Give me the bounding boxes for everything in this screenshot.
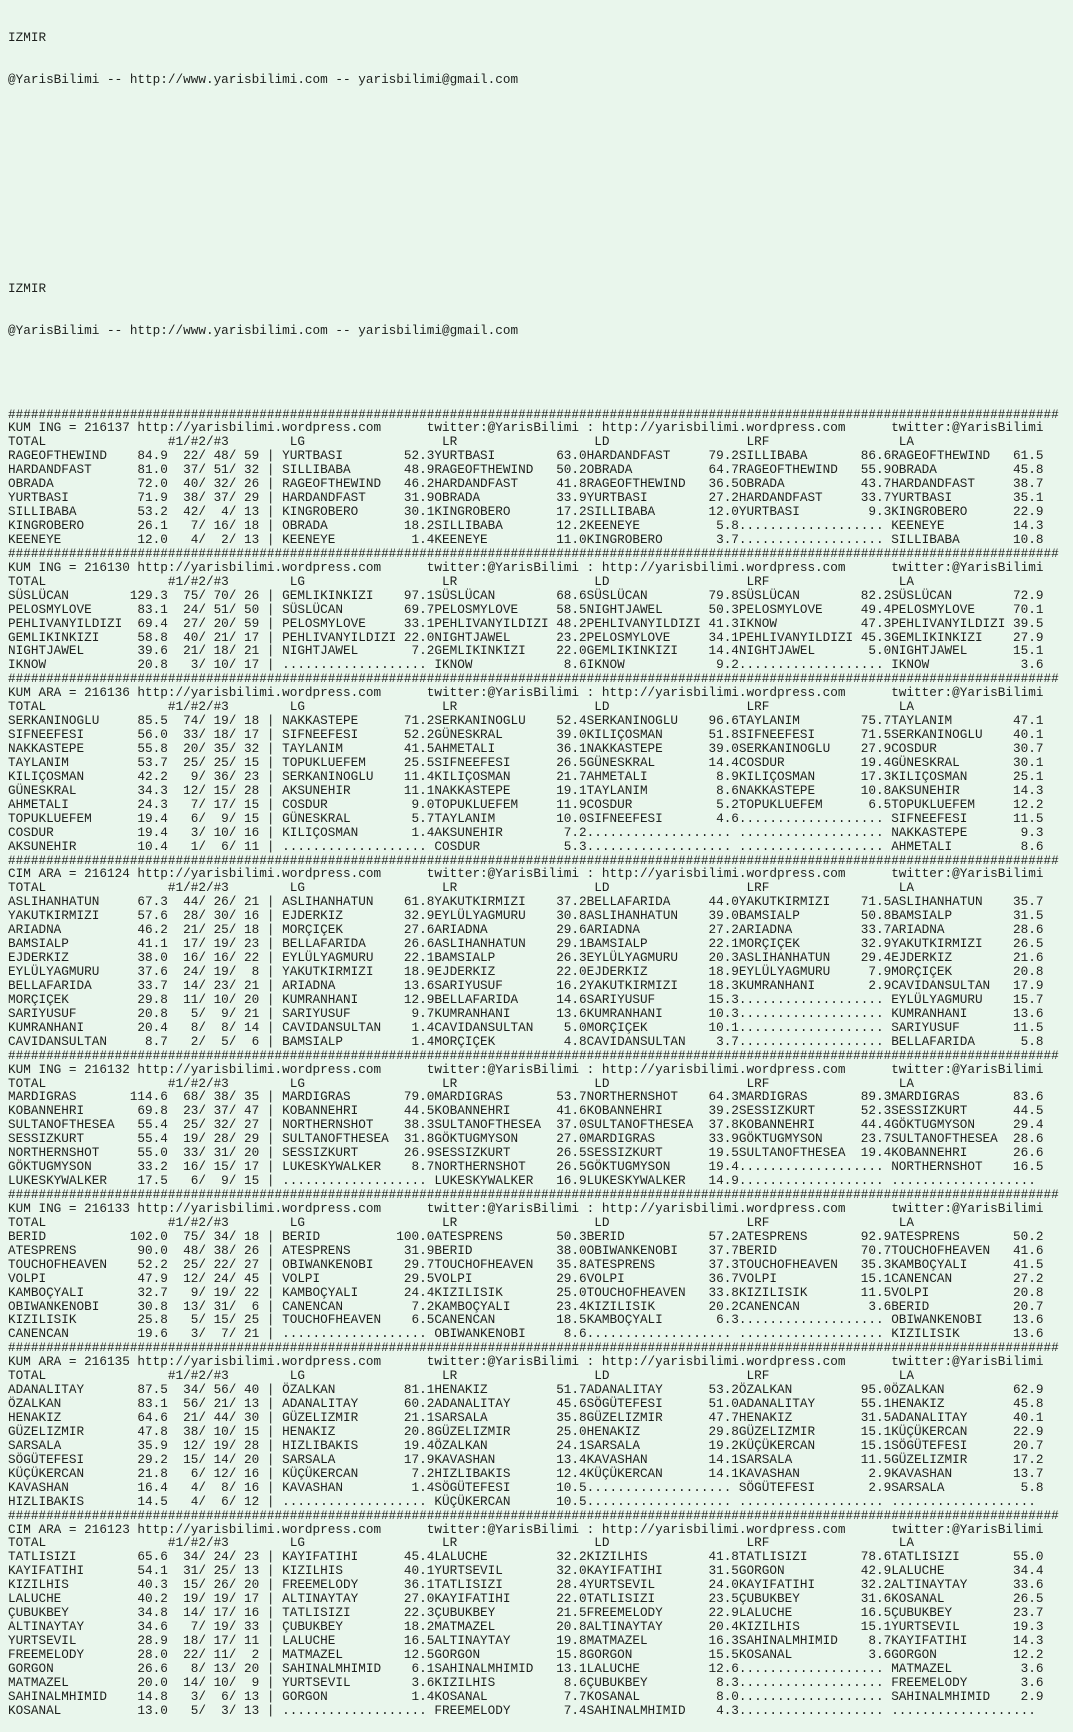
table-row: OBRADA 72.0 40/ 32/ 26 | RAGEOFTHEWIND 46.2HARDANDFAST 41.8RAGEOFTHEWIND 36.5OBRADA 43.7HARDANDFAST 38.7 bbox=[8, 476, 1044, 492]
spacer-line bbox=[8, 115, 1073, 129]
section-header: KUM ING = 216133 http://yarisbilimi.wordpress.com twitter:@YarisBilimi : http://yarisbilimi.wordpress.com twitter:@YarisBilimi bbox=[8, 1200, 1044, 1216]
table-row: SIFNEEFESI 56.0 33/ 18/ 17 | SIFNEEFESI 52.2GÜNESKRAL 39.0KILIÇOSMAN 51.8SIFNEEFESI 71.5SERKANINOGLU 40.1 bbox=[8, 727, 1044, 743]
table-row: PELOSMYLOVE 83.1 24/ 51/ 50 | SÜSLÜCAN 69.7PELOSMYLOVE 58.5NIGHTJAWEL 50.3PELOSMYLOVE 49.4PELOSMYLOVE 70.1 bbox=[8, 601, 1044, 617]
city-title-repeat: IZMIR bbox=[8, 280, 47, 296]
sections-container bbox=[8, 408, 1073, 1718]
table-row: ADANALITAY 87.5 34/ 56/ 40 | ÖZALKAN 81.1HENAKIZ 51.7ADANALITAY 53.2ÖZALKAN 95.0ÖZALKAN 62.9 bbox=[8, 1382, 1044, 1398]
table-row: SESSIZKURT 55.4 19/ 28/ 29 | SULTANOFTHESEA 31.8GÖKTUGMYSON 27.0MARDIGRAS 33.9GÖKTUGMYSON 23.7SULTANOFTHESEA 28.6 bbox=[8, 1131, 1044, 1147]
table-row: VOLPI 47.9 12/ 24/ 45 | VOLPI 29.5VOLPI 29.6VOLPI 36.7VOLPI 15.1CANENCAN 27.2 bbox=[8, 1270, 1044, 1286]
table-row: NIGHTJAWEL 39.6 21/ 18/ 21 | NIGHTJAWEL 7.2GEMLIKINKIZI 22.0GEMLIKINKIZI 14.4NIGHTJAWEL 5.0NIGHTJAWEL 15.1 bbox=[8, 643, 1044, 659]
table-row: AHMETALI 24.3 7/ 17/ 15 | COSDUR 9.0TOPUKLUEFEM 11.9COSDUR 5.2TOPUKLUEFEM 6.5TOPUKLUEFEM 12.2 bbox=[8, 796, 1044, 812]
table-row: BAMSIALP 41.1 17/ 19/ 23 | BELLAFARIDA 26.6ASLIHANHATUN 29.1BAMSIALP 22.1MORÇIÇEK 32.9YAKUTKIRMIZI 26.5 bbox=[8, 936, 1044, 952]
table-row: IKNOW 20.8 3/ 10/ 17 | ................... IKNOW 8.6IKNOW 9.2................... IKNOW 3.6 bbox=[8, 657, 1044, 673]
table-row: BELLAFARIDA 33.7 14/ 23/ 21 | ARIADNA 13.6SARIYUSUF 16.2YAKUTKIRMIZI 18.3KUMRANHANI 2.9CAVIDANSULTAN 17.9 bbox=[8, 977, 1044, 993]
table-row: SERKANINOGLU 85.5 74/ 19/ 18 | NAKKASTEPE 71.2SERKANINOGLU 52.4SERKANINOGLU 96.6TAYLANIM 75.7TAYLANIM 47.1 bbox=[8, 713, 1044, 729]
hash-divider: ########################################################################################################################################## bbox=[8, 852, 1059, 868]
table-row: KIZILHIS 40.3 15/ 26/ 20 | FREEMELODY 36.1TATLISIZI 28.4YURTSEVIL 24.0KAYIFATIHI 32.2ALTINAYTAY 33.6 bbox=[8, 1577, 1044, 1593]
column-header-row: TOTAL #1/#2/#3 LG LR LD LRF LA bbox=[8, 1368, 915, 1384]
contact-line: @YarisBilimi -- http://www.yarisbilimi.com -- yarisbilimi@gmail.com bbox=[8, 71, 519, 87]
table-row: KIZILISIK 25.8 5/ 15/ 25 | TOUCHOFHEAVEN 6.5CANENCAN 18.5KAMBOÇYALI 6.3................... OBIWANKENOBI 13.6 bbox=[8, 1312, 1044, 1328]
section-header: KUM ING = 216130 http://yarisbilimi.wordpress.com twitter:@YarisBilimi : http://yarisbilimi.wordpress.com twitter:@YarisBilimi bbox=[8, 559, 1044, 575]
table-row: TOPUKLUEFEM 19.4 6/ 9/ 15 | GÜNESKRAL 5.7TAYLANIM 10.0SIFNEEFESI 4.6................... SIFNEEFESI 11.5 bbox=[8, 810, 1044, 826]
table-row: KAMBOÇYALI 32.7 9/ 19/ 22 | KAMBOÇYALI 24.4KIZILISIK 25.0TOUCHOFHEAVEN 33.8KIZILISIK 11.5VOLPI 20.8 bbox=[8, 1284, 1044, 1300]
table-row: COSDUR 19.4 3/ 10/ 16 | KILIÇOSMAN 1.4AKSUNEHIR 7.2................... ................... NAKKASTEPE 9.3 bbox=[8, 824, 1044, 840]
table-row: LUKESKYWALKER 17.5 6/ 9/ 15 | ................... LUKESKYWALKER 16.9LUKESKYWALKER 14.9................... ................... bbox=[8, 1173, 1044, 1189]
table-row: GORGON 26.6 8/ 13/ 20 | SAHINALMHIMID 6.1SAHINALMHIMID 13.1LALUCHE 12.6................... MATMAZEL 3.6 bbox=[8, 1660, 1044, 1676]
table-row: SAHINALMHIMID 14.8 3/ 6/ 13 | GORGON 1.4KOSANAL 7.7KOSANAL 8.0................... SAHINALMHIMID 2.9 bbox=[8, 1688, 1044, 1704]
hash-divider: ########################################################################################################################################## bbox=[8, 406, 1059, 422]
column-header-row: TOTAL #1/#2/#3 LG LR LD LRF LA bbox=[8, 699, 915, 715]
table-row: SÖGÜTEFESI 29.2 15/ 14/ 20 | SARSALA 17.9KAVASHAN 13.4KAVASHAN 14.1SARSALA 11.5GÜZELIZMIR 17.2 bbox=[8, 1451, 1044, 1467]
table-row: EYLÜLYAGMURU 37.6 24/ 19/ 8 | YAKUTKIRMIZI 18.9EJDERKIZ 22.0EJDERKIZ 18.9EYLÜLYAGMURU 7.9MORÇIÇEK 20.8 bbox=[8, 964, 1044, 979]
table-row: EJDERKIZ 38.0 16/ 16/ 22 | EYLÜLYAGMURU 22.1BAMSIALP 26.3EYLÜLYAGMURU 20.3ASLIHANHATUN 29.4EJDERKIZ 21.6 bbox=[8, 950, 1044, 966]
table-row: FREEMELODY 28.0 22/ 11/ 2 | MATMAZEL 12.5GORGON 15.8GORGON 15.5KOSANAL 3.6GORGON 12.2 bbox=[8, 1646, 1044, 1662]
table-row: BERID 102.0 75/ 34/ 18 | BERID 100.0ATESPRENS 50.3BERID 57.2ATESPRENS 92.9ATESPRENS 50.2 bbox=[8, 1228, 1044, 1244]
table-row: KAYIFATIHI 54.1 31/ 25/ 13 | KIZILHIS 40.1YURTSEVIL 32.0KAYIFATIHI 31.5GORGON 42.9LALUCHE 34.4 bbox=[8, 1563, 1044, 1579]
table-row: GÜNESKRAL 34.3 12/ 15/ 28 | AKSUNEHIR 11.1NAKKASTEPE 19.1TAYLANIM 8.6NAKKASTEPE 10.8AKSUNEHIR 14.3 bbox=[8, 782, 1044, 798]
table-row: KUMRANHANI 20.4 8/ 8/ 14 | CAVIDANSULTAN 1.4CAVIDANSULTAN 5.0MORÇIÇEK 10.1................... SARIYUSUF 11.5 bbox=[8, 1019, 1044, 1035]
hash-divider: ########################################################################################################################################## bbox=[8, 1340, 1059, 1356]
table-row: KOBANNEHRI 69.8 23/ 37/ 47 | KOBANNEHRI 44.5KOBANNEHRI 41.6KOBANNEHRI 39.2SESSIZKURT 52.3SESSIZKURT 44.5 bbox=[8, 1103, 1044, 1119]
table-row: KILIÇOSMAN 42.2 9/ 36/ 23 | SERKANINOGLU 11.4KILIÇOSMAN 21.7AHMETALI 8.9KILIÇOSMAN 17.3KILIÇOSMAN 25.1 bbox=[8, 768, 1044, 784]
column-header-row: TOTAL #1/#2/#3 LG LR LD LRF LA bbox=[8, 1075, 915, 1091]
column-header-row: TOTAL #1/#2/#3 LG LR LD LRF LA bbox=[8, 880, 915, 896]
table-row: TATLISIZI 65.6 34/ 24/ 23 | KAYIFATIHI 45.4LALUCHE 32.2KIZILHIS 41.8TATLISIZI 78.6TATLISIZI 55.0 bbox=[8, 1549, 1044, 1565]
section-header: KUM ARA = 216135 http://yarisbilimi.wordpress.com twitter:@YarisBilimi : http://yarisbilimi.wordpress.com twitter:@YarisBilimi bbox=[8, 1354, 1044, 1370]
table-row: GÖKTUGMYSON 33.2 16/ 15/ 17 | LUKESKYWALKER 8.7NORTHERNSHOT 26.5GÖKTUGMYSON 19.4................... NORTHERNSHOT 16.5 bbox=[8, 1159, 1044, 1175]
hash-divider: ########################################################################################################################################## bbox=[8, 1187, 1059, 1202]
section-header: CIM ARA = 216124 http://yarisbilimi.wordpress.com twitter:@YarisBilimi : http://yarisbilimi.wordpress.com twitter:@YarisBilimi bbox=[8, 866, 1044, 882]
column-header-row: TOTAL #1/#2/#3 LG LR LD LRF LA bbox=[8, 1535, 915, 1551]
table-row: CAVIDANSULTAN 8.7 2/ 5/ 6 | BAMSIALP 1.4MORÇIÇEK 4.8CAVIDANSULTAN 3.7................... BELLAFARIDA 5.8 bbox=[8, 1033, 1044, 1049]
table-row: OBIWANKENOBI 30.8 13/ 31/ 6 | CANENCAN 7.2KAMBOÇYALI 23.4KIZILISIK 20.2CANENCAN 3.6BERID 20.7 bbox=[8, 1298, 1044, 1314]
table-row: ÖZALKAN 83.1 56/ 21/ 13 | ADANALITAY 60.2ADANALITAY 45.6SÖGÜTEFESI 51.0ADANALITAY 55.1HENAKIZ 45.8 bbox=[8, 1396, 1044, 1412]
table-row: ATESPRENS 90.0 48/ 38/ 26 | ATESPRENS 31.9BERID 38.0OBIWANKENOBI 37.7BERID 70.7TOUCHOFHEAVEN 41.6 bbox=[8, 1242, 1044, 1258]
table-row: YAKUTKIRMIZI 57.6 28/ 30/ 16 | EJDERKIZ 32.9EYLÜLYAGMURU 30.8ASLIHANHATUN 39.0BAMSIALP 50.8BAMSIALP 31.5 bbox=[8, 908, 1044, 924]
table-row: KÜÇÜKERCAN 21.8 6/ 12/ 16 | KÜÇÜKERCAN 7.2HIZLIBAKIS 12.4KÜÇÜKERCAN 14.1KAVASHAN 2.9KAVASHAN 13.7 bbox=[8, 1465, 1044, 1481]
table-row: SÜSLÜCAN 129.3 75/ 70/ 26 | GEMLIKINKIZI 97.1SÜSLÜCAN 68.6SÜSLÜCAN 79.8SÜSLÜCAN 82.2SÜSLÜCAN 72.9 bbox=[8, 587, 1044, 603]
table-row: LALUCHE 40.2 19/ 19/ 17 | ALTINAYTAY 27.0KAYIFATIHI 22.0TATLISIZI 23.5ÇUBUKBEY 31.6KOSANAL 26.5 bbox=[8, 1591, 1044, 1607]
column-header-row: TOTAL #1/#2/#3 LG LR LD LRF LA bbox=[8, 573, 915, 589]
table-row: TOUCHOFHEAVEN 52.2 25/ 22/ 27 | OBIWANKENOBI 29.7TOUCHOFHEAVEN 35.8ATESPRENS 37.3TOUCHOFHEAVEN 35.3KAMBOÇYALI 41.5 bbox=[8, 1256, 1044, 1272]
section-header: CIM ARA = 216123 http://yarisbilimi.wordpress.com twitter:@YarisBilimi : http://yarisbilimi.wordpress.com twitter:@YarisBilimi bbox=[8, 1521, 1044, 1537]
table-row: KEENEYE 12.0 4/ 2/ 13 | KEENEYE 1.4KEENEYE 11.0KINGROBERO 3.7................... SILLIBABA 10.8 bbox=[8, 531, 1044, 547]
spacer-line bbox=[8, 240, 1073, 254]
hash-divider: ########################################################################################################################################## bbox=[8, 671, 1059, 687]
section-header: KUM ING = 216132 http://yarisbilimi.wordpress.com twitter:@YarisBilimi : http://yarisbilimi.wordpress.com twitter:@YarisBilimi bbox=[8, 1061, 1044, 1077]
table-row: MATMAZEL 20.0 14/ 10/ 9 | YURTSEVIL 3.6KIZILHIS 8.6ÇUBUKBEY 8.3................... FREEMELODY 3.6 bbox=[8, 1674, 1044, 1690]
table-row: CANENCAN 19.6 3/ 7/ 21 | ................... OBIWANKENOBI 8.6................... ................... KIZILISIK 13.6 bbox=[8, 1326, 1044, 1342]
table-row: GÜZELIZMIR 47.8 38/ 10/ 15 | HENAKIZ 20.8GÜZELIZMIR 25.0HENAKIZ 29.8GÜZELIZMIR 15.1KÜÇÜKERCAN 22.9 bbox=[8, 1423, 1044, 1439]
contact-line-repeat: @YarisBilimi -- http://www.yarisbilimi.com -- yarisbilimi@gmail.com bbox=[8, 322, 519, 338]
table-row: PEHLIVANYILDIZI 69.4 27/ 20/ 59 | PELOSMYLOVE 33.1PEHLIVANYILDIZI 48.2PEHLIVANYILDIZI 41.3IKNOW 47.3PEHLIVANYILDIZI 39.5 bbox=[8, 615, 1044, 631]
table-row: SARIYUSUF 20.8 5/ 9/ 21 | SARIYUSUF 9.7KUMRANHANI 13.6KUMRANHANI 10.3................... KUMRANHANI 13.6 bbox=[8, 1005, 1044, 1021]
hash-divider: ########################################################################################################################################## bbox=[8, 1507, 1059, 1523]
table-row: SILLIBABA 53.2 42/ 4/ 13 | KINGROBERO 30.1KINGROBERO 17.2SILLIBABA 12.0YURTBASI 9.3KINGROBERO 22.9 bbox=[8, 504, 1044, 520]
table-row: RAGEOFTHEWIND 84.9 22/ 48/ 59 | YURTBASI 52.3YURTBASI 63.0HARDANDFAST 79.2SILLIBABA 86.6RAGEOFTHEWIND 61.5 bbox=[8, 448, 1044, 464]
city-title: IZMIR bbox=[8, 29, 47, 45]
table-row: TAYLANIM 53.7 25/ 25/ 15 | TOPUKLUEFEM 25.5SIFNEEFESI 26.5GÜNESKRAL 14.4COSDUR 19.4GÜNESKRAL 30.1 bbox=[8, 754, 1044, 770]
table-row: SARSALA 35.9 12/ 19/ 28 | HIZLIBAKIS 19.4ÖZALKAN 24.1SARSALA 19.2KÜÇÜKERCAN 15.1SÖGÜTEFESI 20.7 bbox=[8, 1437, 1044, 1453]
table-row: YURTSEVIL 28.9 18/ 17/ 11 | LALUCHE 16.5ALTINAYTAY 19.8MATMAZEL 16.3SAHINALMHIMID 8.7KAYIFATIHI 14.3 bbox=[8, 1633, 1044, 1648]
table-row: ALTINAYTAY 34.6 7/ 19/ 33 | ÇUBUKBEY 18.2MATMAZEL 20.8ALTINAYTAY 20.4KIZILHIS 15.1YURTSEVIL 19.3 bbox=[8, 1619, 1044, 1635]
spacer-line bbox=[8, 366, 1073, 380]
table-row: NAKKASTEPE 55.8 20/ 35/ 32 | TAYLANIM 41.5AHMETALI 36.1NAKKASTEPE 39.0SERKANINOGLU 27.9COSDUR 30.7 bbox=[8, 741, 1044, 756]
table-row: HARDANDFAST 81.0 37/ 51/ 32 | SILLIBABA 48.9RAGEOFTHEWIND 50.2OBRADA 64.7RAGEOFTHEWIND 55.9OBRADA 45.8 bbox=[8, 462, 1044, 478]
section-header: KUM ARA = 216136 http://yarisbilimi.wordpress.com twitter:@YarisBilimi : http://yarisbilimi.wordpress.com twitter:@YarisBilimi bbox=[8, 685, 1044, 701]
hash-divider: ########################################################################################################################################## bbox=[8, 1047, 1059, 1063]
section-header: KUM ING = 216137 http://yarisbilimi.wordpress.com twitter:@YarisBilimi : http://yarisbilimi.wordpress.com twitter:@YarisBilimi bbox=[8, 420, 1044, 436]
spacer-line bbox=[8, 156, 1073, 170]
table-row: ASLIHANHATUN 67.3 44/ 26/ 21 | ASLIHANHATUN 61.8YAKUTKIRMIZI 37.2BELLAFARIDA 44.0YAKUTKIRMIZI 71.5ASLIHANHATUN 35.7 bbox=[8, 894, 1044, 910]
spacer-line bbox=[8, 198, 1073, 212]
table-row: YURTBASI 71.9 38/ 37/ 29 | HARDANDFAST 31.9OBRADA 33.9YURTBASI 27.2HARDANDFAST 33.7YURTBASI 35.1 bbox=[8, 490, 1044, 506]
table-row: KINGROBERO 26.1 7/ 16/ 18 | OBRADA 18.2SILLIBABA 12.2KEENEYE 5.8................... KEENEYE 14.3 bbox=[8, 518, 1044, 533]
table-row: ARIADNA 46.2 21/ 25/ 18 | MORÇIÇEK 27.6ARIADNA 29.6ARIADNA 27.2ARIADNA 33.7ARIADNA 28.6 bbox=[8, 922, 1044, 938]
table-row: MARDIGRAS 114.6 68/ 38/ 35 | MARDIGRAS 79.0MARDIGRAS 53.7NORTHERNSHOT 64.3MARDIGRAS 89.3MARDIGRAS 83.6 bbox=[8, 1089, 1044, 1105]
table-row: MORÇIÇEK 29.8 11/ 10/ 20 | KUMRANHANI 12.9BELLAFARIDA 14.6SARIYUSUF 15.3................... EYLÜLYAGMURU 15.7 bbox=[8, 991, 1044, 1007]
column-header-row: TOTAL #1/#2/#3 LG LR LD LRF LA bbox=[8, 1214, 915, 1230]
table-row: NORTHERNSHOT 55.0 33/ 31/ 20 | SESSIZKURT 26.9SESSIZKURT 26.5SESSIZKURT 19.5SULTANOFTHESEA 19.4KOBANNEHRI 26.6 bbox=[8, 1145, 1044, 1161]
table-row: KOSANAL 13.0 5/ 3/ 13 | ................... FREEMELODY 7.4SAHINALMHIMID 4.3................... ................... bbox=[8, 1702, 1044, 1718]
table-row: AKSUNEHIR 10.4 1/ 6/ 11 | ................... COSDUR 5.3................... ................... AHMETALI 8.6 bbox=[8, 838, 1044, 854]
table-row: ÇUBUKBEY 34.8 14/ 17/ 16 | TATLISIZI 22.3ÇUBUKBEY 21.5FREEMELODY 22.9LALUCHE 16.5ÇUBUKBEY 23.7 bbox=[8, 1605, 1044, 1621]
table-row: HIZLIBAKIS 14.5 4/ 6/ 12 | ................... KÜÇÜKERCAN 10.5................... ................... ................... bbox=[8, 1493, 1044, 1509]
hash-divider: ########################################################################################################################################## bbox=[8, 545, 1059, 561]
table-row: GEMLIKINKIZI 58.8 40/ 21/ 17 | PEHLIVANYILDIZI 22.0NIGHTJAWEL 23.2PELOSMYLOVE 34.1PEHLIVANYILDIZI 45.3GEMLIKINKIZI 27.9 bbox=[8, 629, 1044, 645]
column-header-row: TOTAL #1/#2/#3 LG LR LD LRF LA bbox=[8, 434, 915, 450]
table-row: SULTANOFTHESEA 55.4 25/ 32/ 27 | NORTHERNSHOT 38.3SULTANOFTHESEA 37.0SULTANOFTHESEA 37.8KOBANNEHRI 44.4GÖKTUGMYSON 29.4 bbox=[8, 1117, 1044, 1133]
table-row: KAVASHAN 16.4 4/ 8/ 16 | KAVASHAN 1.4SÖGÜTEFESI 10.5................... SÖGÜTEFESI 2.9SARSALA 5.8 bbox=[8, 1479, 1044, 1495]
table-row: HENAKIZ 64.6 21/ 44/ 30 | GÜZELIZMIR 21.1SARSALA 35.8GÜZELIZMIR 47.7HENAKIZ 31.5ADANALITAY 40.1 bbox=[8, 1410, 1044, 1425]
